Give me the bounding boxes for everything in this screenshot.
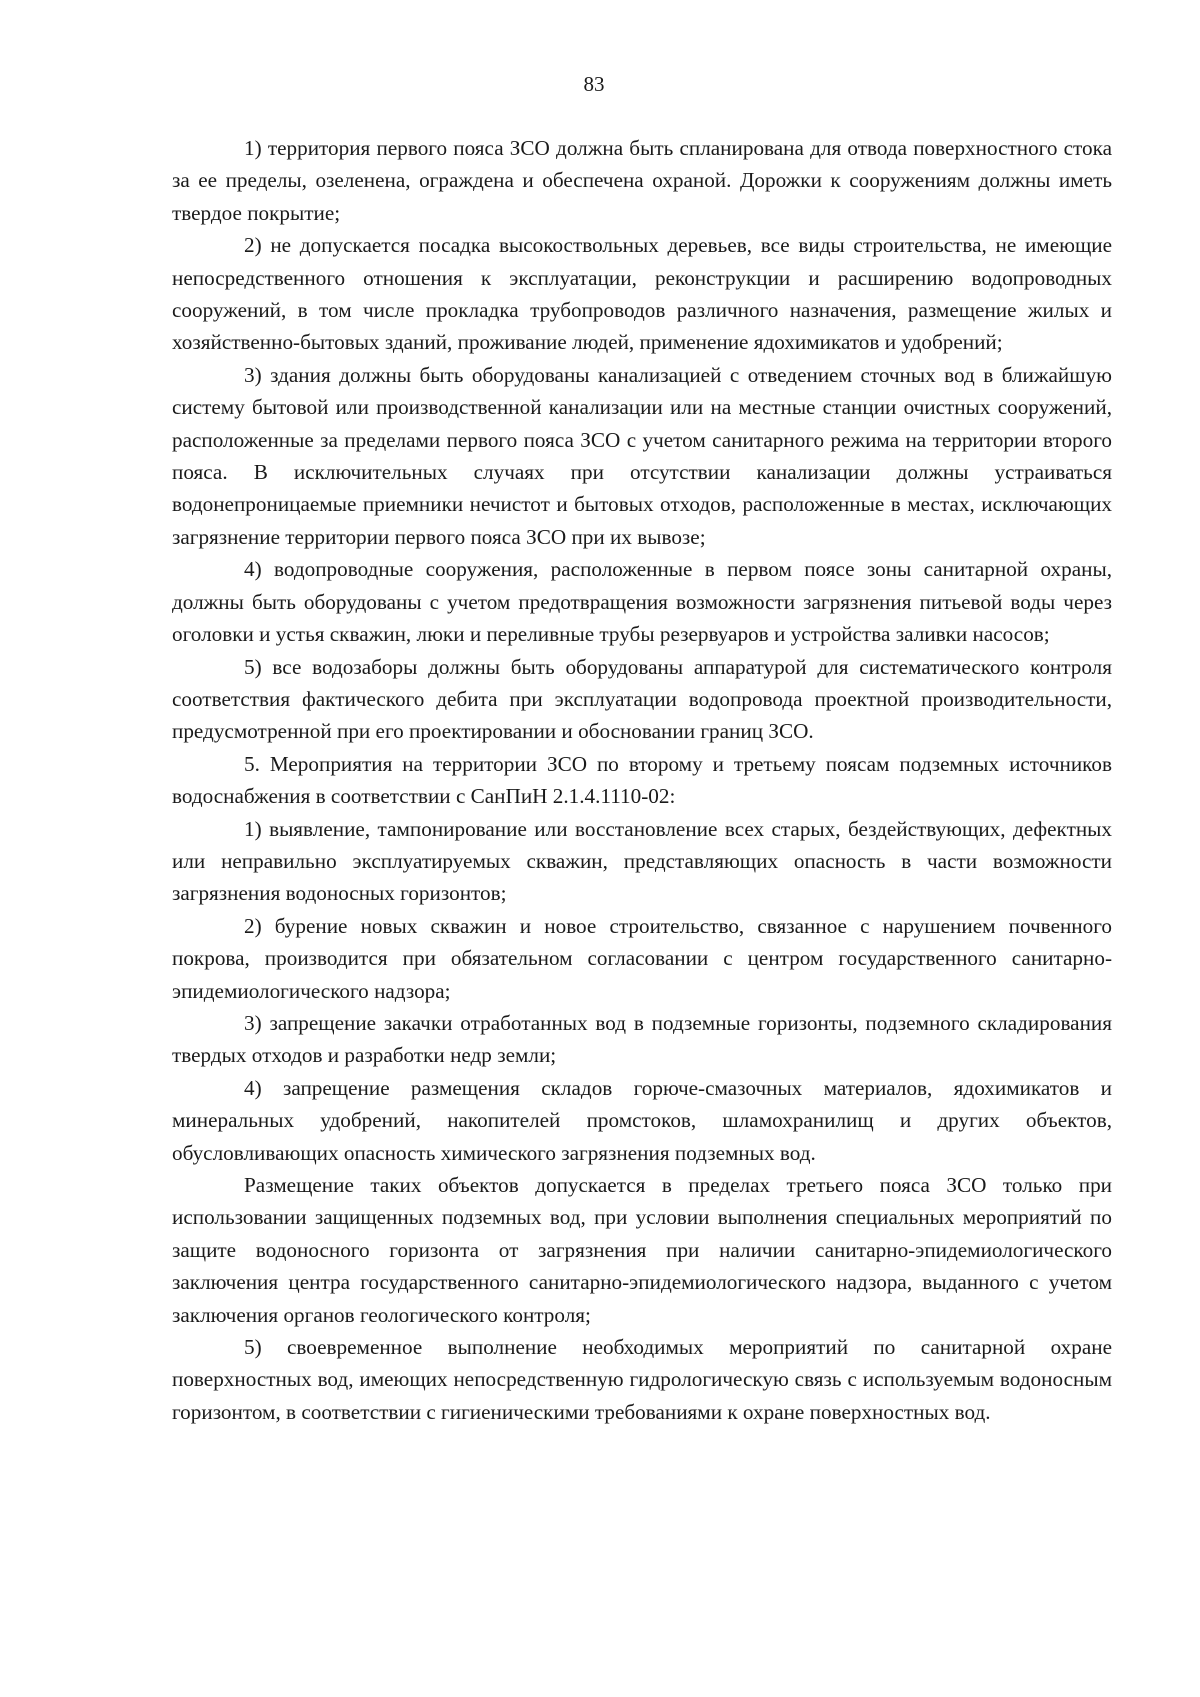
paragraph-placement-note: Размещение таких объектов допускается в пределах третьего пояса ЗСО только при использовании защищенных подземных вод, при условии выполнения специальных мероприятий по защите водоносного горизонта от загрязнения при наличии санитарно-эпидемиологического заключения центра государственного санитарно-эпидемиологического надзора, выданного с учетом заключения органов геологического контроля;	[172, 1173, 1112, 1327]
paragraph-5-2: 2) бурение новых скважин и новое строительство, связанное с нарушением почвенного покрова, производится при обязательном согласовании с центром государственного санитарно-эпидемиологического надзора;	[172, 913, 1112, 1003]
paragraph-5-1: 1) выявление, тампонирование или восстановление всех старых, бездействующих, дефектных или неправильно эксплуатируемых скважин, представляющих опасность в части возможности загрязнения водоносных горизонтов;	[172, 816, 1112, 906]
paragraph-5-5: 5) своевременное выполнение необходимых мероприятий по санитарной охране поверхностных вод, имеющих непосредственную гидрологическую связь с используемым водоносным горизонтом, в соответствии с гигиеническими требованиями к охране поверхностных вод.	[172, 1335, 1112, 1424]
paragraph-5-3: 3) запрещение закачки отработанных вод в подземные горизонты, подземного складирования твердых отходов и разработки недр земли;	[172, 1010, 1112, 1068]
paragraph-5-4: 4) запрещение размещения складов горюче-смазочных материалов, ядохимикатов и минеральных удобрений, накопителей промстоков, шламохранилищ и других объектов, обусловливающих опасность химического загрязнения подземных вод.	[172, 1075, 1112, 1165]
paragraph-1-5: 5) все водозаборы должны быть оборудованы аппаратурой для систематического контроля соответствия фактического дебита при эксплуатации водопровода проектной производительности, предусмотренной при его проектировании и обосновании границ ЗСО.	[172, 654, 1112, 744]
document-body	[172, 132, 1112, 1428]
page-number: 83	[583, 72, 605, 96]
paragraph-1-4: 4) водопроводные сооружения, расположенные в первом поясе зоны санитарной охраны, должны быть оборудованы с учетом предотвращения возможности загрязнения питьевой воды через оголовки и устья скважин, люки и переливные трубы резервуаров и устройства заливки насосов;	[172, 557, 1112, 647]
section-5-heading: 5. Мероприятия на территории ЗСО по второму и третьему поясам подземных источников водоснабжения в соответствии с СанПиН 2.1.4.1110-02:	[172, 751, 1112, 809]
paragraph-1-1: 1) территория первого пояса ЗСО должна быть спланирована для отвода поверхностного стока за ее пределы, озеленена, ограждена и обеспечена охраной. Дорожки к сооружениям должны иметь твердое покрытие;	[172, 136, 1112, 225]
paragraph-1-3: 3) здания должны быть оборудованы канализацией с отведением сточных вод в ближайшую систему бытовой или производственной канализации или на местные станции очистных сооружений, расположенные за пределами первого пояса ЗСО с учетом санитарного режима на территории второго пояса. В исключительных случаях при отсутствии канализации должны устраиваться водонепроницаемые приемники нечистот и бытовых отходов, расположенные в местах, исключающих загрязнение территории первого пояса ЗСО при их вывозе;	[172, 362, 1112, 549]
paragraph-1-2: 2) не допускается посадка высокоствольных деревьев, все виды строительства, не имеющие непосредственного отношения к эксплуатации, реконструкции и расширению водопроводных сооружений, в том числе прокладка трубопроводов различного назначения, размещение жилых и хозяйственно-бытовых зданий, проживание людей, применение ядохимикатов и удобрений;	[172, 233, 1112, 355]
